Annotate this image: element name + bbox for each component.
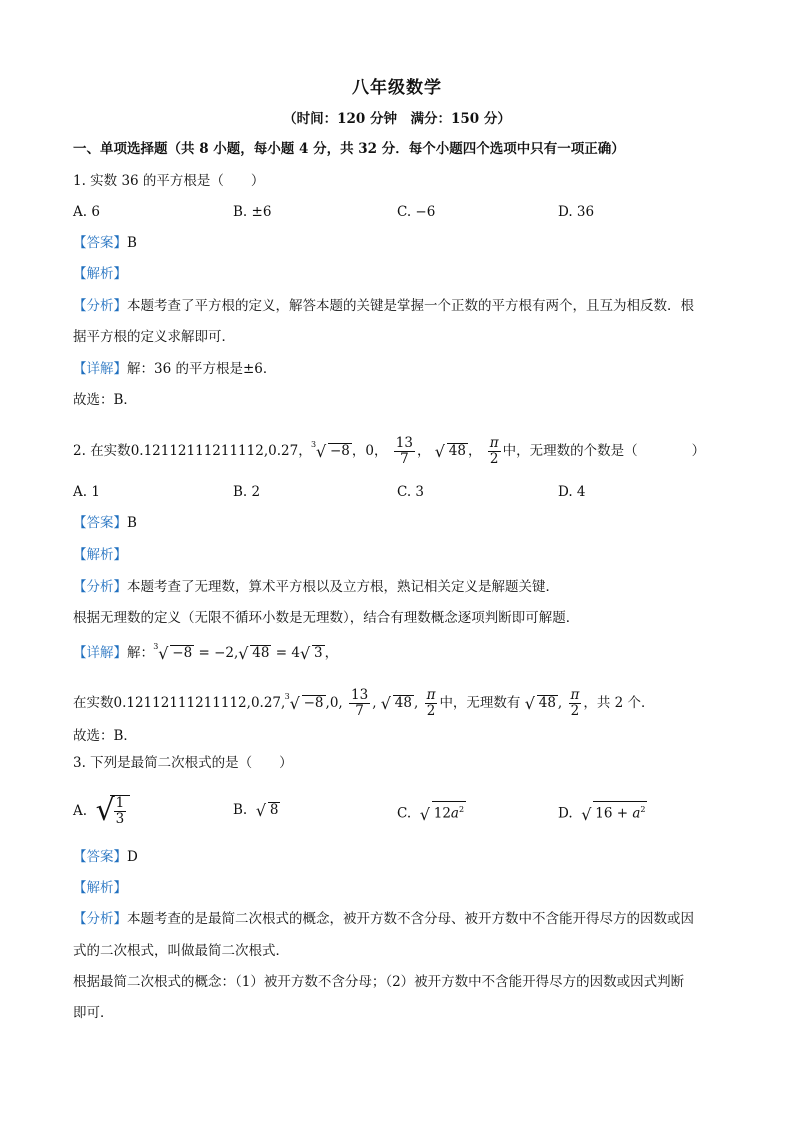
q2-answer: 【答案】B — [73, 515, 137, 531]
q2-choose: 故选：B． — [73, 728, 137, 744]
answer-value: B — [127, 235, 137, 251]
q3-fenxi: 【分析】本题考查的是最简二次根式的概念，被开方数不含分母、被开方数中不含能开得尽方的因数或因 — [73, 911, 694, 927]
q2-detail-line2: 在实数0.12112111211112,0.27, 3 √ −8 ,0, $\frac{13}{7}$ , √ 48 , $\frac{\pi}{2}$ 中，无理数有 √ 48 , $\frac{\pi}{2}$ ，共 2 个． — [73, 687, 655, 719]
q1-option-d: D. 36 — [558, 204, 595, 220]
q2-fenxi-cont: 根据无理数的定义（无限不循环小数是无理数），结合有理数概念逐项判断即可解题． — [73, 610, 580, 626]
section-heading: 一、单项选择题（共 8 小题，每小题 4 分，共 32 分．每个小题四个选项中只有一项正确） — [73, 141, 625, 157]
q1-fenxi: 【分析】本题考查了平方根的定义，解答本题的关键是掌握一个正数的平方根有两个，且互为相反数．根 — [73, 298, 694, 314]
detail-tag: 【详解】 — [73, 361, 127, 377]
q2-analysis-tag: 【解析】 — [73, 547, 127, 563]
fenxi-tag: 【分析】 — [73, 298, 127, 314]
q1-option-c: C. −6 — [397, 204, 436, 220]
question-2-stem: 2. 在实数0.12112111211112,0.27， 3 √ −8 ，0， $\frac{13}{7}$ ， √ 48 ， $\frac{\pi}{2}$ 中，无理数的个数是（ ） — [73, 435, 706, 467]
q3-analysis-tag: 【解析】 — [73, 880, 127, 896]
q2-detail: 【详解】解： 3 √ −8 = −2, √ 48 = 4 √ 3 ， — [73, 642, 339, 663]
q2-option-d: D. 4 — [558, 484, 586, 500]
page-subtitle: （时间：120 分钟 满分：150 分） — [283, 111, 511, 127]
q2-option-a: A. 1 — [73, 484, 100, 500]
q3-option-b: B. √ 8 — [233, 801, 279, 820]
q1-option-a: A. 6 — [73, 204, 100, 220]
page-title: 八年级数学 — [352, 78, 442, 98]
q3-option-d: D. √ $16 + a^2$ — [558, 801, 647, 823]
q2-option-c: C. 3 — [397, 484, 425, 500]
question-3-stem: 3. 下列是最简二次根式的是（ ） — [73, 755, 293, 771]
q3-rule: 根据最简二次根式的概念：（1）被开方数不含分母；（2）被开方数中不含能开得尽方的因数或因式判断 — [73, 974, 685, 990]
q3-option-a: A. √ $\frac{1}{3}$ — [73, 795, 130, 827]
q2-option-b: B. 2 — [233, 484, 261, 500]
q1-option-b: B. ±6 — [233, 204, 272, 220]
q3-rule-cont: 即可． — [73, 1005, 114, 1021]
q3-option-c: C. √ $12a^2$ — [397, 801, 466, 823]
q1-analysis-tag: 【解析】 — [73, 266, 127, 282]
q1-fenxi-cont: 据平方根的定义求解即可． — [73, 329, 235, 345]
answer-tag: 【答案】 — [73, 235, 127, 251]
q2-fenxi: 【分析】本题考查了无理数，算术平方根以及立方根，熟记相关定义是解题关键． — [73, 579, 559, 595]
q3-answer: 【答案】D — [73, 849, 138, 865]
question-1-stem: 1. 实数 36 的平方根是（ ） — [73, 173, 265, 189]
q1-answer — [73, 234, 137, 252]
q1-detail: 【详解】解：36 的平方根是±6． — [73, 361, 277, 377]
q1-choose: 故选：B． — [73, 392, 137, 408]
q3-fenxi-cont: 式的二次根式，叫做最简二次根式． — [73, 943, 289, 959]
